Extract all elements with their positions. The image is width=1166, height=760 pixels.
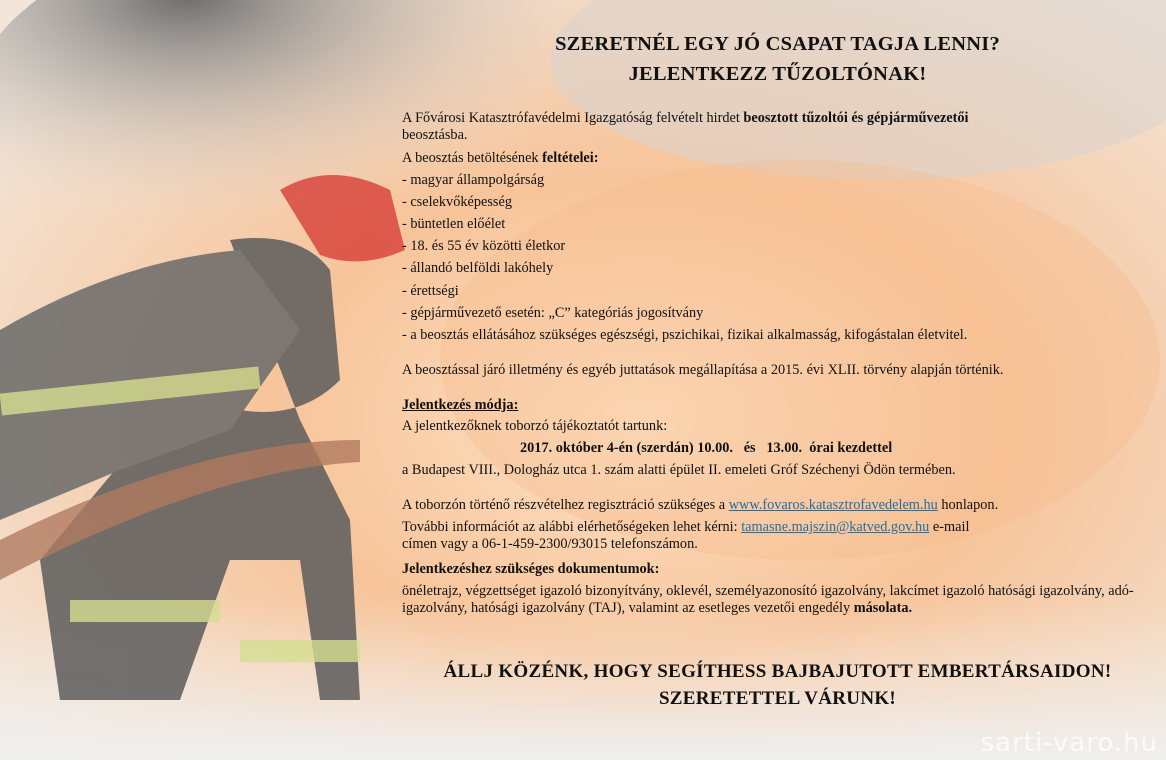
page-subtitle: JELENTKEZZ TŰZOLTÓNAK! bbox=[628, 63, 927, 85]
condition-item: - magyar állampolgárság bbox=[402, 172, 545, 188]
footer-greeting: SZERETETTEL VÁRUNK! bbox=[658, 688, 897, 709]
watermark: sarti-varo.hu bbox=[980, 728, 1158, 758]
info-text: További információt az alábbi elérhetőségeken lehet kérni: tamasne.majszin@katved.gov.hu e-mail címen vagy a 06-1-459-2300/93015 telefonszámon. bbox=[402, 519, 970, 552]
registration-text: A toborzón történő részvételhez regisztráció szükséges a www.fovaros.katasztrofavedelem.hu honlapon. bbox=[402, 497, 999, 513]
intro-paragraph: A Fővárosi Katasztrófavédelmi Igazgatóság felvételt hirdet beosztott tűzoltói és gépjárművezetői beosztásba. bbox=[402, 110, 969, 143]
condition-item: - büntetlen előélet bbox=[402, 216, 506, 232]
apply-text: A jelentkezőknek toborzó tájékoztatót tartunk: bbox=[402, 418, 668, 434]
apply-title: Jelentkezés módja: bbox=[402, 397, 519, 413]
condition-item: - a beosztás ellátásához szükséges egészségi, pszichikai, fizikai alkalmasság, kifogástalan életvitel. bbox=[402, 327, 968, 343]
condition-item: - érettségi bbox=[402, 283, 459, 299]
salary-text: A beosztással járó illetmény és egyéb juttatások megállapítása a 2015. évi XLII. törvény alapján történik. bbox=[402, 362, 1004, 378]
documents-text: önéletrajz, végzettséget igazoló bizonyítvány, oklevél, személyazonosító igazolvány, lakcímet igazoló hatósági igazolvány, adó-igazolvány, hatósági igazolvány (TAJ), valamint az esetleges vezetői engedély másolata. bbox=[402, 583, 1134, 616]
footer-slogan: ÁLLJ KÖZÉNK, HOGY SEGÍTHESS BAJBAJUTOTT EMBERTÁRSAIDON! bbox=[443, 661, 1112, 682]
email-link[interactable]: tamasne.majszin@katved.gov.hu bbox=[741, 519, 930, 535]
conditions-lead: A beosztás betöltésének feltételei: bbox=[402, 150, 599, 166]
registration-link[interactable]: www.fovaros.katasztrofavedelem.hu bbox=[728, 497, 938, 513]
condition-item: - 18. és 55 év közötti életkor bbox=[402, 238, 566, 254]
flyer-content bbox=[400, 0, 1155, 760]
condition-item: - állandó belföldi lakóhely bbox=[402, 260, 554, 276]
page-title: SZERETNÉL EGY JÓ CSAPAT TAGJA LENNI? bbox=[555, 33, 1000, 55]
documents-title: Jelentkezéshez szükséges dokumentumok: bbox=[402, 561, 660, 577]
apply-place: a Budapest VIII., Dologház utca 1. szám alatti épület II. emeleti Gróf Széchenyi Ödön termében. bbox=[402, 462, 956, 478]
condition-item: - gépjárművezető esetén: „C” kategóriás jogosítvány bbox=[402, 305, 704, 321]
apply-date: 2017. október 4-én (szerdán) 10.00. és 13.00. órai kezdettel bbox=[520, 440, 893, 456]
condition-item: - cselekvőképesség bbox=[402, 194, 512, 210]
